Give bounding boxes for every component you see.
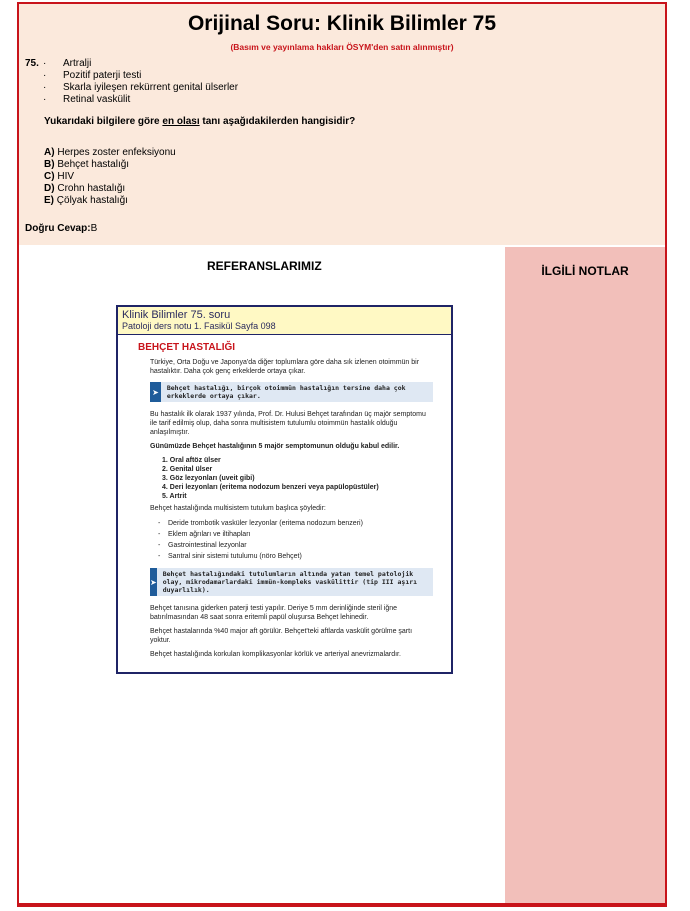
list-item: - Santral sinir sistemi tutulumu (nöro Behçet) <box>158 551 433 562</box>
list-item: - Deride trombotik vasküler lezyonlar (eritema nodozum benzeri) <box>158 518 433 529</box>
list-item: 5. Artrit <box>162 493 187 500</box>
list-item: - Gastrointestinal lezyonlar <box>158 540 433 551</box>
finding-item: · Artralji <box>43 58 92 69</box>
info-callout: ➤ Behçet hastalığındaki tutulumların altında yatan temel patolojik olay, mikrodamarlardaki immün-kompleks vaskülittir (tip III aşırı duyarlılık). <box>150 568 433 596</box>
option-c: C) HIV <box>44 171 75 182</box>
reference-paragraph: Behçet tanısına giderken paterji testi yapılır. Deriye 5 mm derinliğinde steril iğne batırılmasından 48 saat sonra eritemli papül oluşursa Behçet lehinedir. <box>150 605 398 621</box>
reference-paragraph: Behçet hastalarında %40 major aft görülür. Behçet'teki aftlarda vaskülit görülme şartı yoktur. <box>150 628 413 644</box>
list-item: 3. Göz lezyonları (uveit gibi) <box>162 475 255 482</box>
correct-answer: Doğru Cevap:B <box>25 223 98 234</box>
copyright-notice: (Basım ve yayınlama hakları ÖSYM'den satın alınmıştır) <box>230 42 454 52</box>
list-item: 1. Oral aftöz ülser <box>162 457 221 464</box>
callout-marker-icon: ➤ <box>150 568 157 596</box>
list-item: - Eklem ağrıları ve iltihapları <box>158 529 433 540</box>
reference-card-subtitle: Patoloji ders notu 1. Fasikül Sayfa 098 <box>122 321 276 331</box>
info-callout: ➤ Behçet hastalığı, birçok otoimmün hastalığın tersine daha çok erkeklerde ortaya çıkar. <box>150 382 433 402</box>
reference-heading: BEHÇET HASTALIĞI <box>138 342 236 353</box>
reference-paragraph: Bu hastalık ilk olarak 1937 yılında, Prof. Dr. Hulusi Behçet tarafından üç majör semptomu ile tarif edilmiş olup, daha sonra multisistem tutulumlu otoimmün hastalık olduğu anlaşılmıştır. <box>150 411 426 436</box>
reference-paragraph: Behçet hastalığında korkulan komplikasyonlar körlük ve arteriyal anevrizmalardır. <box>150 651 401 658</box>
reference-paragraph: Günümüzde Behçet hastalığının 5 majör semptomunun olduğu kabul edilir. <box>150 443 400 450</box>
list-item: 4. Deri lezyonları (eritema nodozum benzeri veya papülopüstüler) <box>162 484 379 491</box>
finding-item: · Skarla iyileşen rekürrent genital ülserler <box>43 82 239 93</box>
reference-paragraph: Behçet hastalığında multisistem tutulum başlıca şöyledir: <box>150 505 326 512</box>
finding-item: · Retinal vaskülit <box>43 94 131 105</box>
option-d: D) Crohn hastalığı <box>44 183 126 194</box>
reference-card-title: Klinik Bilimler 75. soru <box>122 309 231 321</box>
page-title: Orijinal Soru: Klinik Bilimler 75 <box>187 12 497 35</box>
list-item: 2. Genital ülser <box>162 466 213 473</box>
callout-marker-icon: ➤ <box>150 382 161 402</box>
notes-title: İLGİLİ NOTLAR <box>541 264 629 278</box>
finding-item: · Pozitif paterji testi <box>43 70 142 81</box>
reference-paragraph: Türkiye, Orta Doğu ve Japonya'da diğer toplumlara göre daha sık izlenen otoimmün bir hastalıktır. Daha çok genç erkeklerde ortaya çıkar. <box>150 359 420 375</box>
references-title: REFERANSLARIMIZ <box>207 259 322 273</box>
page-frame <box>17 2 667 907</box>
option-a: A) Herpes zoster enfeksiyonu <box>44 147 176 158</box>
question-stem: Yukarıdaki bilgilere göre en olası tanı aşağıdakilerden hangisidir? <box>44 116 356 127</box>
question-number: 75. <box>25 58 39 69</box>
option-e: E) Çölyak hastalığı <box>44 195 128 206</box>
option-b: B) Behçet hastalığı <box>44 159 130 170</box>
